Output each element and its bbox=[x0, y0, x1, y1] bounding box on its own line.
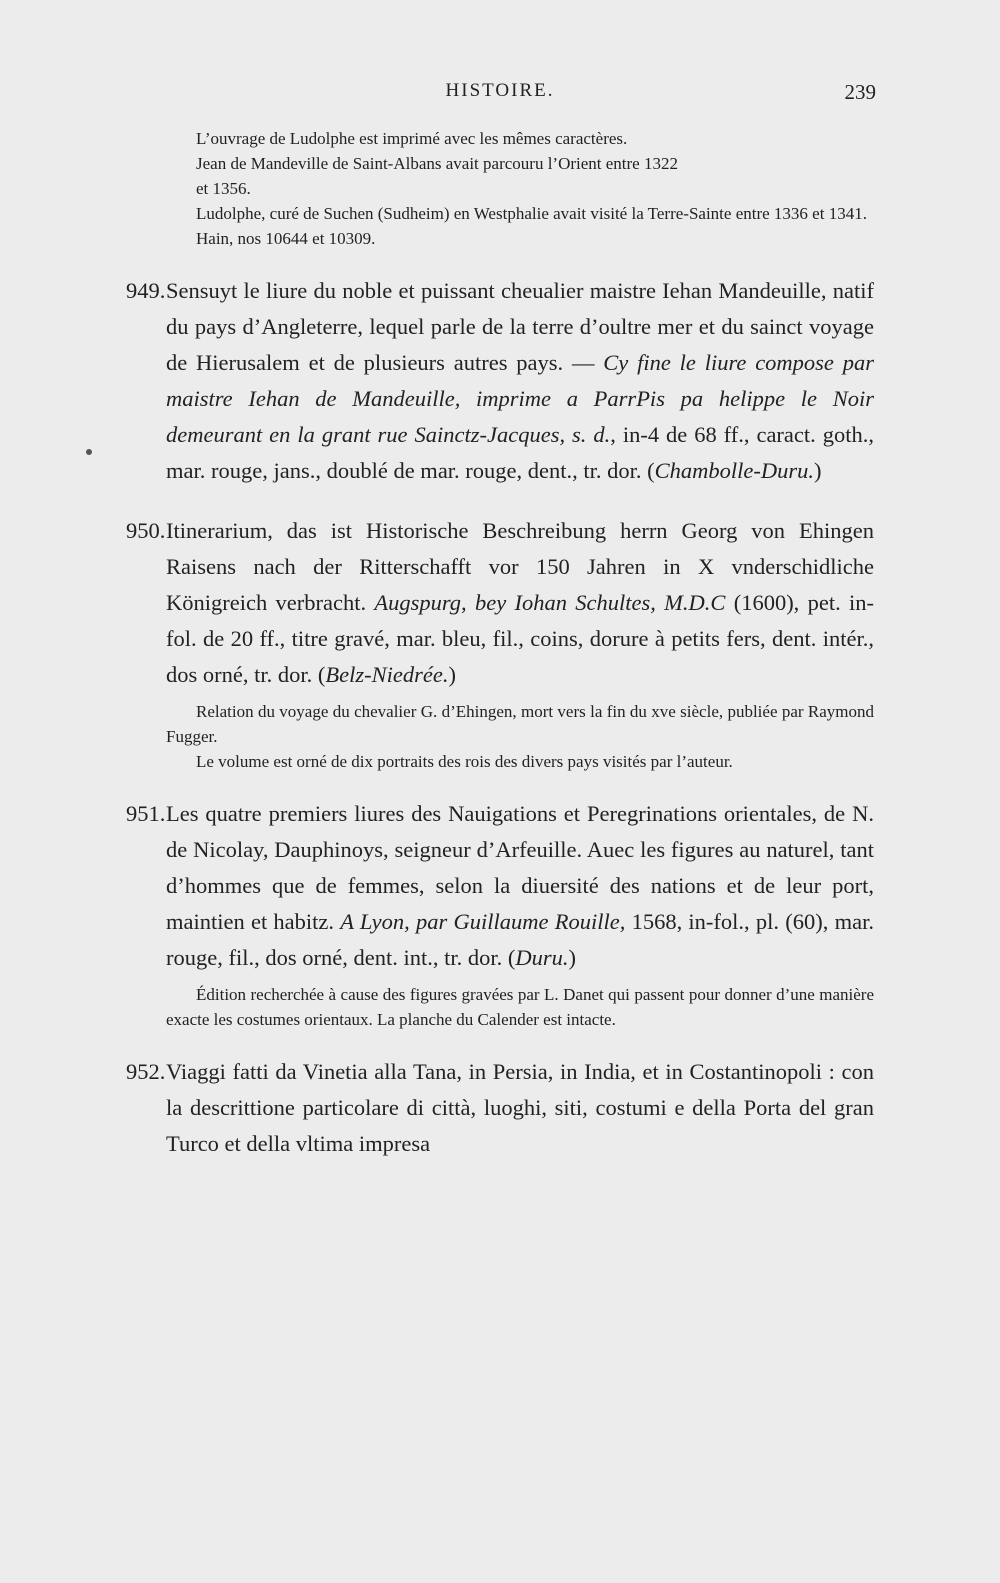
note-line: Édition recherchée à cause des figures gravées par L. Danet qui passent pour donner d’une manière exacte les costumes orientaux. La planche du Calender est intacte. bbox=[166, 985, 874, 1029]
entry-binder: Chambolle-Duru. bbox=[654, 458, 815, 483]
entry-text: ) bbox=[814, 458, 822, 483]
entry-imprint: Cy fine le liure compose par maistre Iehan de Mandeuille, imprime a ParrPis pa helippe le Noir demeurant en la grant rue Sainctz-Jacques, s. d. bbox=[166, 350, 874, 447]
entry-text: Viaggi fatti da Vinetia alla Tana, in Persia, in India, et in Costantinopoli : con la descrittione particolare di città, luoghi, siti, costumi e della Porta del gran Turco et della vltima impresa bbox=[166, 1059, 874, 1156]
intro-notes bbox=[166, 126, 874, 251]
page-number: 239 bbox=[844, 80, 876, 104]
entry-binder: Duru. bbox=[515, 945, 569, 970]
note-line: Relation du voyage du chevalier G. d’Ehingen, mort vers la fin du xve siècle, publiée par Raymond Fugger. bbox=[166, 702, 874, 746]
entry-number: 949. bbox=[126, 278, 166, 303]
entry-text: ) bbox=[568, 945, 576, 970]
page-header bbox=[0, 78, 1000, 108]
entry-number: 951. bbox=[126, 801, 166, 826]
note-line: Ludolphe, curé de Suchen (Sudheim) en Westphalie avait visité la Terre-Sainte entre 1336 et 1341. bbox=[196, 204, 867, 223]
entry-binder: Belz-Niedrée. bbox=[325, 662, 449, 687]
entry-949 bbox=[126, 273, 874, 489]
entry-952 bbox=[126, 1054, 874, 1162]
entry-text: ) bbox=[448, 662, 456, 687]
note-line: Jean de Mandeville de Saint-Albans avait parcouru l’Orient entre 1322 bbox=[196, 154, 678, 173]
note-line: Hain, nos 10644 et 10309. bbox=[196, 229, 376, 248]
entry-number: 950. bbox=[126, 518, 166, 543]
entry-text: , in-4 de 68 ff., caract. goth., mar. rouge, jans., doublé de mar. rouge, dent., tr. dor. ( bbox=[166, 422, 874, 483]
entry-imprint: A Lyon, par Guillaume Rouille, bbox=[340, 909, 626, 934]
note-line: Le volume est orné de dix portraits des rois des divers pays visités par l’auteur. bbox=[196, 752, 733, 771]
entry-951 bbox=[126, 796, 874, 976]
entry-text: (1600), pet. in-fol. de 20 ff., titre gravé, mar. bleu, fil., coins, dorure à petits fers, dent. intér., dos orné, tr. dor. ( bbox=[166, 590, 874, 687]
note-line: L’ouvrage de Ludolphe est imprimé avec les mêmes caractères. bbox=[196, 129, 628, 148]
entry-950-notes bbox=[166, 699, 874, 774]
entry-number: 952. bbox=[126, 1059, 166, 1084]
running-title: HISTOIRE. bbox=[445, 80, 555, 101]
entry-text: Itinerarium, das ist Historische Beschreibung herrn Georg von Ehingen Raisens nach der Ritterschafft vor 150 Jahren in X vnderschidliche Königreich verbracht. bbox=[166, 518, 874, 615]
entry-text: Les quatre premiers liures des Nauigations et Peregrinations orientales, de N. de Nicolay, Dauphinoys, seigneur d’Arfeuille. Auec les figures au naturel, tant d’hommes que de femmes, selon la diuersité des nations et de leur port, maintien et habitz. bbox=[166, 801, 874, 934]
page-body bbox=[126, 126, 874, 1162]
entry-imprint: Augspurg, bey Iohan Schultes, M.D.C bbox=[374, 590, 726, 615]
entry-951-notes bbox=[166, 982, 874, 1032]
entry-text: Sensuyt le liure du noble et puissant cheualier maistre Iehan Mandeuille, natif du pays d’Angleterre, lequel parle de la terre d’oultre mer et du sainct voyage de Hierusalem et de plusieurs autres pays. — bbox=[166, 278, 874, 375]
entry-text: 1568, in-fol., pl. (60), mar. rouge, fil., dos orné, dent. int., tr. dor. ( bbox=[166, 909, 874, 970]
entry-950 bbox=[126, 513, 874, 693]
margin-dot bbox=[86, 449, 92, 455]
note-line: et 1356. bbox=[196, 179, 251, 198]
